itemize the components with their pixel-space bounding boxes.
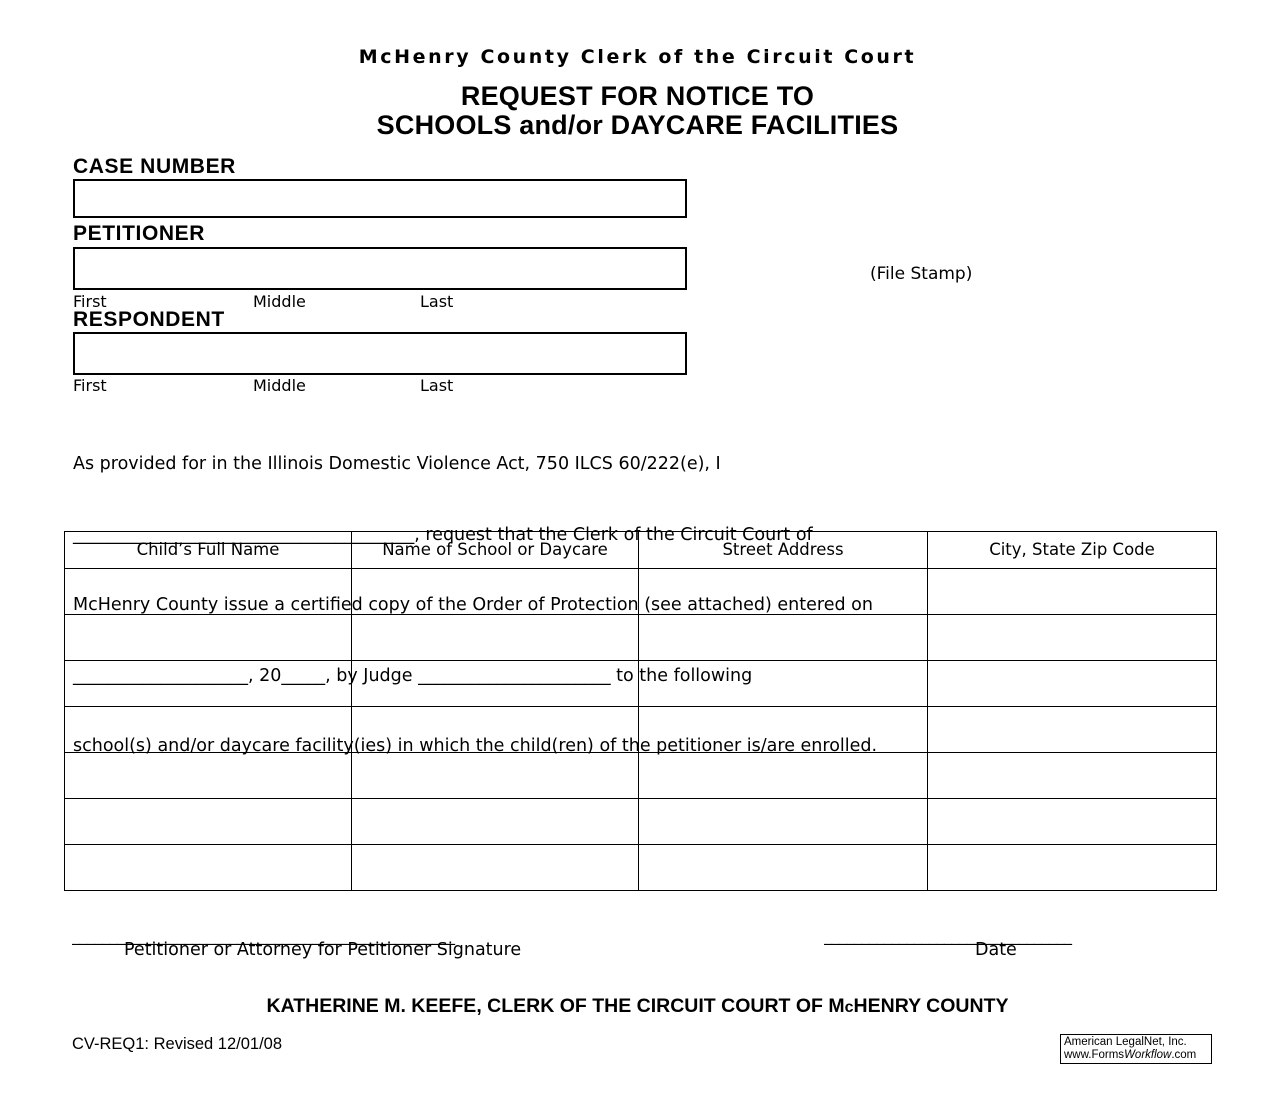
legalnet-url-prefix: www.Forms: [1064, 1049, 1125, 1061]
column-header-school-name: Name of School or Daycare: [352, 532, 639, 569]
petitioner-label: PETITIONER: [73, 222, 206, 245]
cell-child-name[interactable]: [65, 661, 352, 707]
cell-child-name[interactable]: [65, 569, 352, 615]
table-row: [65, 707, 1217, 753]
cell-school-name[interactable]: [352, 845, 639, 891]
respondent-label: RESPONDENT: [73, 308, 225, 331]
cell-street-address[interactable]: [639, 707, 928, 753]
table-row: [65, 753, 1217, 799]
cell-child-name[interactable]: [65, 799, 352, 845]
cell-city-state-zip[interactable]: [928, 615, 1217, 661]
signature-caption: Petitioner or Attorney for Petitioner Signature: [124, 940, 522, 960]
statement-line-3: McHenry County issue a certified copy of the Order of Protection (see attached) entered on: [73, 595, 873, 615]
cell-street-address[interactable]: [639, 569, 928, 615]
respondent-first-label: First: [73, 376, 107, 395]
column-header-child-name: Child’s Full Name: [65, 532, 352, 569]
cell-street-address[interactable]: [639, 845, 928, 891]
clerk-name-pre: KATHERINE M. KEEFE, CLERK OF THE CIRCUIT COURT OF M: [266, 995, 845, 1017]
cell-city-state-zip[interactable]: [928, 845, 1217, 891]
cell-street-address[interactable]: [639, 615, 928, 661]
clerk-name-small-c: c: [844, 999, 854, 1016]
page-title-line1: REQUEST FOR NOTICE TO: [460, 81, 815, 111]
table-header-row: [65, 532, 1217, 569]
children-schools-table: [64, 531, 1217, 891]
cell-city-state-zip[interactable]: [928, 707, 1217, 753]
respondent-last-label: Last: [420, 376, 454, 395]
statement-line-4: ____________________, 20_____, by Judge ______________________ to the following: [73, 665, 753, 686]
clerk-name-post: HENRY COUNTY: [853, 995, 1009, 1017]
signature-rule[interactable]: ___________________________________________________: [72, 926, 455, 945]
case-number-label: CASE NUMBER: [73, 155, 236, 178]
table-row: [65, 569, 1217, 615]
petitioner-first-label: First: [73, 292, 107, 311]
form-code: CV-REQ1: Revised 12/01/08: [72, 1035, 283, 1053]
cell-child-name[interactable]: [65, 845, 352, 891]
cell-street-address[interactable]: [639, 753, 928, 799]
petitioner-middle-label: Middle: [253, 292, 306, 311]
cell-school-name[interactable]: [352, 753, 639, 799]
cell-city-state-zip[interactable]: [928, 753, 1217, 799]
court-name: McHenry County Clerk of the Circuit Court: [358, 46, 917, 68]
cell-school-name[interactable]: [352, 569, 639, 615]
statement-line-1: As provided for in the Illinois Domestic Violence Act, 750 ILCS 60/222(e), I: [73, 454, 721, 474]
statement-line-5: school(s) and/or daycare facility(ies) in which the child(ren) of the petitioner is/are enrolled.: [73, 736, 878, 756]
cell-school-name[interactable]: [352, 615, 639, 661]
cell-street-address[interactable]: [639, 661, 928, 707]
cell-city-state-zip[interactable]: [928, 661, 1217, 707]
cell-city-state-zip[interactable]: [928, 569, 1217, 615]
cell-child-name[interactable]: [65, 753, 352, 799]
legalnet-company: American LegalNet, Inc.: [1064, 1036, 1187, 1048]
legalnet-url-workflow: Workflow: [1124, 1049, 1172, 1061]
legalnet-stamp: [1060, 1034, 1212, 1064]
page-title: [0, 82, 1275, 140]
respondent-input[interactable]: [73, 332, 687, 375]
table-row: [65, 615, 1217, 661]
petitioner-last-label: Last: [420, 292, 454, 311]
date-rule[interactable]: _________________________________: [824, 926, 1072, 945]
clerk-signature-line: [0, 995, 1275, 1018]
column-header-street-address: Street Address: [639, 532, 928, 569]
case-number-input[interactable]: [73, 179, 687, 218]
cell-school-name[interactable]: [352, 661, 639, 707]
file-stamp-label: (File Stamp): [870, 264, 973, 284]
respondent-middle-label: Middle: [253, 376, 306, 395]
cell-school-name[interactable]: [352, 799, 639, 845]
table-row: [65, 799, 1217, 845]
date-caption: Date: [975, 940, 1017, 960]
cell-school-name[interactable]: [352, 707, 639, 753]
table-row: [65, 845, 1217, 891]
cell-child-name[interactable]: [65, 707, 352, 753]
statement-line-2: _______________________________________, request that the Clerk of the Circuit Court of: [73, 524, 813, 545]
legalnet-url: [1064, 1049, 1208, 1062]
table-row: [65, 661, 1217, 707]
legalnet-url-suffix: .com: [1171, 1049, 1197, 1061]
cell-street-address[interactable]: [639, 799, 928, 845]
column-header-city-state-zip: City, State Zip Code: [928, 532, 1217, 569]
page-title-line2: SCHOOLS and/or DAYCARE FACILITIES: [376, 110, 899, 140]
cell-city-state-zip[interactable]: [928, 799, 1217, 845]
cell-child-name[interactable]: [65, 615, 352, 661]
petitioner-input[interactable]: [73, 247, 687, 290]
